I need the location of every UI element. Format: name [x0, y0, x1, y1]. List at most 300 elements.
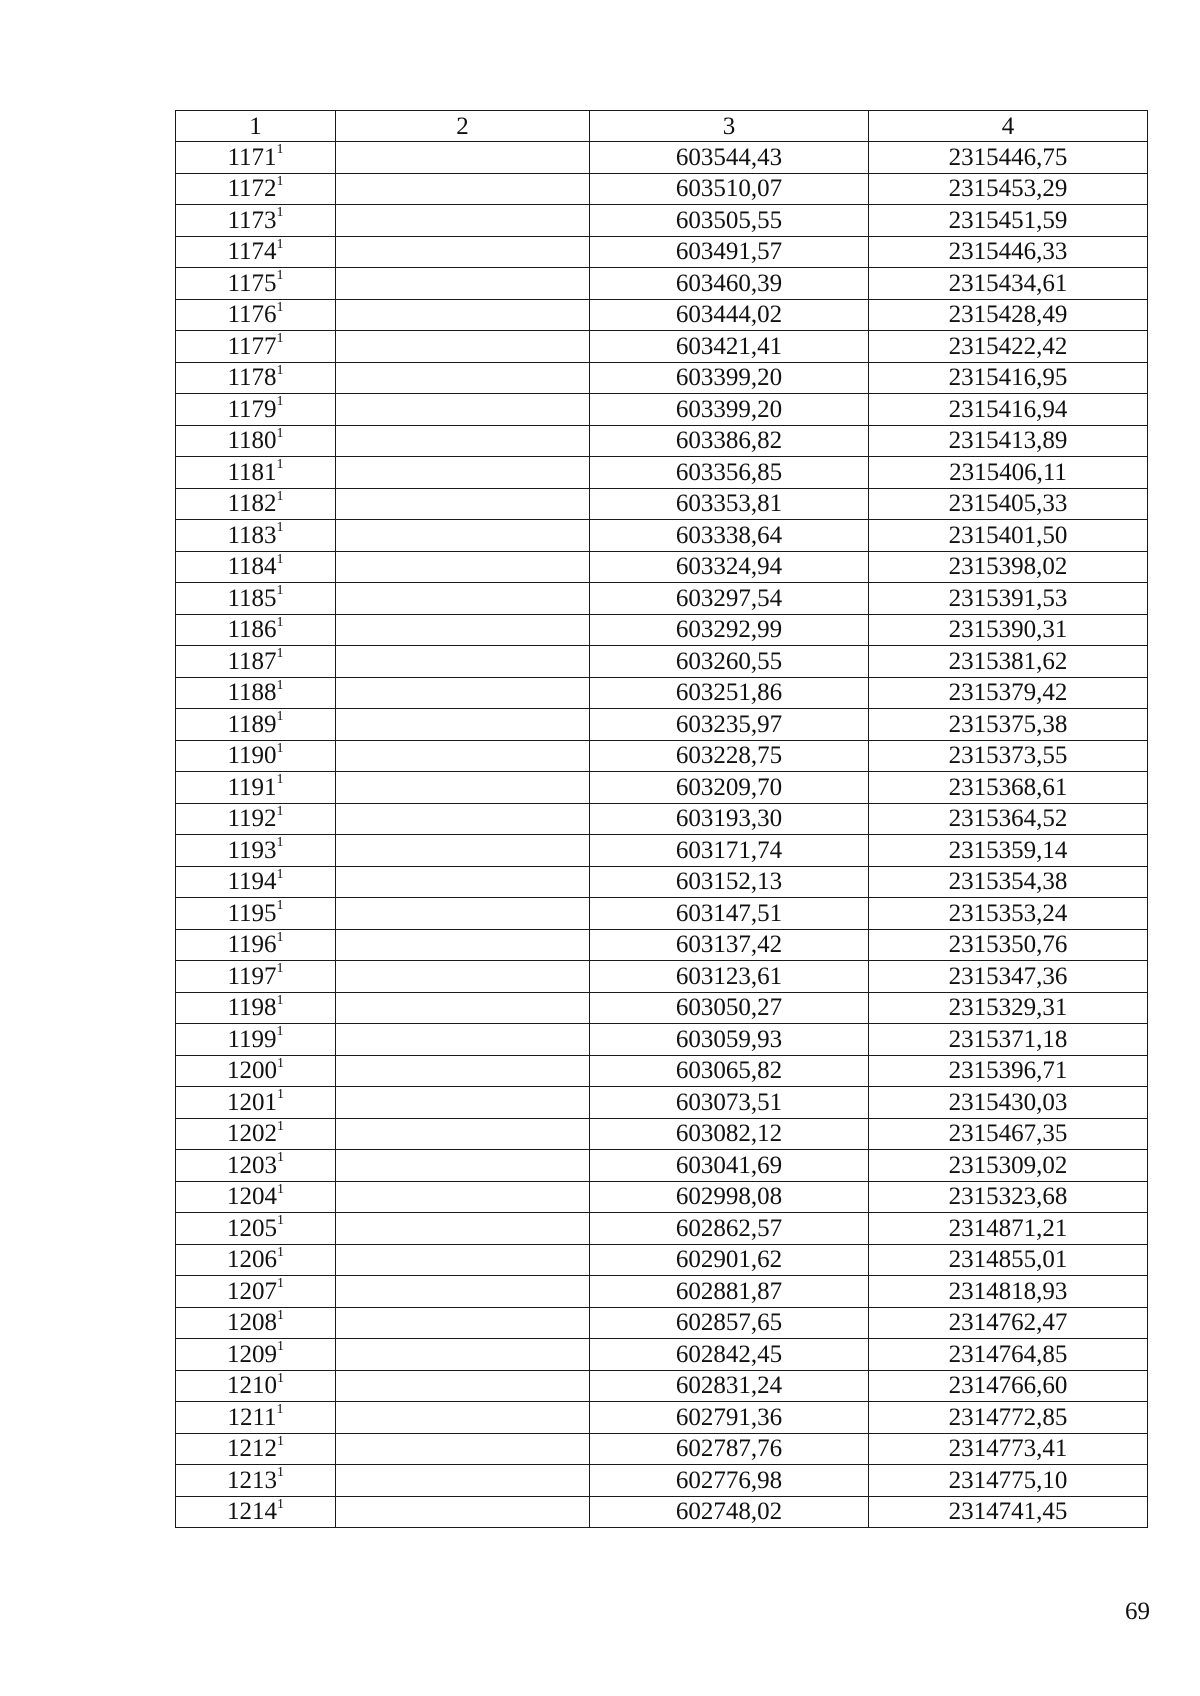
- point-number: 1176: [227, 301, 277, 329]
- name-cell: [336, 488, 590, 520]
- point-superscript: 1: [276, 992, 284, 1008]
- point-number: 1212: [227, 1435, 277, 1463]
- table-row: [176, 709, 1148, 741]
- point-superscript: 1: [277, 1276, 284, 1292]
- point-number-cell: [176, 1118, 336, 1150]
- point-superscript: 1: [276, 299, 284, 315]
- point-number-cell: [176, 1307, 336, 1339]
- point-superscript: 1: [276, 803, 284, 819]
- point-superscript: 1: [276, 709, 284, 725]
- point-number-cell: [176, 236, 336, 268]
- y-coordinate-cell: 2315451,59: [869, 205, 1148, 237]
- point-number-cell: [176, 835, 336, 867]
- table-row: [176, 803, 1148, 835]
- point-superscript: 1: [276, 551, 284, 567]
- table-row: [176, 457, 1148, 489]
- table-row: [176, 1307, 1148, 1339]
- point-superscript: 1: [276, 173, 284, 189]
- point-number: 1197: [227, 962, 277, 990]
- x-coordinate-cell: 603050,27: [590, 992, 869, 1024]
- x-coordinate-cell: 602776,98: [590, 1465, 869, 1497]
- point-number: 1192: [227, 805, 277, 833]
- point-number: 1179: [227, 395, 277, 423]
- x-coordinate-cell: 603324,94: [590, 551, 869, 583]
- x-coordinate-cell: 603356,85: [590, 457, 869, 489]
- point-number-cell: [176, 1213, 336, 1245]
- point-superscript: 1: [277, 1433, 284, 1449]
- x-coordinate-cell: 603041,69: [590, 1150, 869, 1182]
- y-coordinate-cell: 2315373,55: [869, 740, 1148, 772]
- point-number: 1181: [227, 458, 277, 486]
- x-coordinate-cell: 602862,57: [590, 1213, 869, 1245]
- point-number-cell: [176, 1465, 336, 1497]
- coordinates-table: [175, 110, 1148, 1528]
- name-cell: [336, 961, 590, 993]
- name-cell: [336, 1402, 590, 1434]
- point-superscript: 1: [276, 425, 284, 441]
- point-number-cell: [176, 1370, 336, 1402]
- name-cell: [336, 992, 590, 1024]
- y-coordinate-cell: 2315430,03: [869, 1087, 1148, 1119]
- name-cell: [336, 362, 590, 394]
- point-superscript: 1: [276, 1402, 284, 1418]
- point-number-cell: [176, 772, 336, 804]
- point-number: 1196: [227, 931, 277, 959]
- point-number: 1204: [227, 1183, 277, 1211]
- header-col-1: 1: [176, 111, 336, 142]
- x-coordinate-cell: 603292,99: [590, 614, 869, 646]
- y-coordinate-cell: 2315446,33: [869, 236, 1148, 268]
- point-superscript: 1: [276, 677, 284, 693]
- x-coordinate-cell: 603082,12: [590, 1118, 869, 1150]
- x-coordinate-cell: 603137,42: [590, 929, 869, 961]
- table-row: [176, 1055, 1148, 1087]
- table-row: [176, 646, 1148, 678]
- table-row: [176, 1150, 1148, 1182]
- y-coordinate-cell: 2314762,47: [869, 1307, 1148, 1339]
- x-coordinate-cell: 603399,20: [590, 394, 869, 426]
- point-number: 1180: [227, 427, 277, 455]
- x-coordinate-cell: 603059,93: [590, 1024, 869, 1056]
- name-cell: [336, 1339, 590, 1371]
- table-row: [176, 1244, 1148, 1276]
- name-cell: [336, 1370, 590, 1402]
- y-coordinate-cell: 2315381,62: [869, 646, 1148, 678]
- point-number: 1183: [227, 521, 277, 549]
- point-superscript: 1: [276, 142, 284, 158]
- point-number: 1190: [227, 742, 277, 770]
- x-coordinate-cell: 603460,39: [590, 268, 869, 300]
- point-superscript: 1: [276, 646, 284, 662]
- y-coordinate-cell: 2315446,75: [869, 142, 1148, 174]
- y-coordinate-cell: 2315398,02: [869, 551, 1148, 583]
- point-number-cell: [176, 142, 336, 174]
- x-coordinate-cell: 603147,51: [590, 898, 869, 930]
- name-cell: [336, 1496, 590, 1528]
- x-coordinate-cell: 603123,61: [590, 961, 869, 993]
- point-superscript: 1: [276, 1024, 284, 1040]
- point-number-cell: [176, 551, 336, 583]
- point-number-cell: [176, 205, 336, 237]
- table-row: [176, 677, 1148, 709]
- table-row: [176, 1276, 1148, 1308]
- x-coordinate-cell: 603260,55: [590, 646, 869, 678]
- point-number-cell: [176, 740, 336, 772]
- table-row: [176, 1087, 1148, 1119]
- table-row: [176, 362, 1148, 394]
- x-coordinate-cell: 603209,70: [590, 772, 869, 804]
- point-number: 1188: [227, 679, 277, 707]
- point-superscript: 1: [276, 835, 284, 851]
- name-cell: [336, 425, 590, 457]
- x-coordinate-cell: 603510,07: [590, 173, 869, 205]
- name-cell: [336, 1055, 590, 1087]
- name-cell: [336, 866, 590, 898]
- point-number: 1199: [227, 1025, 277, 1053]
- point-superscript: 1: [276, 898, 284, 914]
- point-number: 1200: [227, 1057, 277, 1085]
- y-coordinate-cell: 2315422,42: [869, 331, 1148, 363]
- point-number: 1213: [227, 1466, 277, 1494]
- x-coordinate-cell: 603386,82: [590, 425, 869, 457]
- table-row: [176, 1339, 1148, 1371]
- table-row: [176, 142, 1148, 174]
- table-row: [176, 1465, 1148, 1497]
- point-superscript: 1: [276, 740, 284, 756]
- x-coordinate-cell: 603228,75: [590, 740, 869, 772]
- point-superscript: 1: [276, 236, 284, 252]
- name-cell: [336, 299, 590, 331]
- point-number: 1177: [227, 332, 277, 360]
- point-number: 1202: [227, 1120, 277, 1148]
- point-superscript: 1: [277, 1307, 284, 1323]
- point-number-cell: [176, 866, 336, 898]
- name-cell: [336, 394, 590, 426]
- y-coordinate-cell: 2315413,89: [869, 425, 1148, 457]
- table-row: [176, 1402, 1148, 1434]
- name-cell: [336, 929, 590, 961]
- point-number-cell: [176, 299, 336, 331]
- point-number: 1187: [227, 647, 277, 675]
- point-number-cell: [176, 1339, 336, 1371]
- name-cell: [336, 551, 590, 583]
- y-coordinate-cell: 2315390,31: [869, 614, 1148, 646]
- name-cell: [336, 1213, 590, 1245]
- table-row: [176, 866, 1148, 898]
- point-number-cell: [176, 394, 336, 426]
- point-number-cell: [176, 1496, 336, 1528]
- name-cell: [336, 205, 590, 237]
- point-superscript: 1: [277, 1465, 284, 1481]
- point-number: 1185: [227, 584, 277, 612]
- x-coordinate-cell: 602791,36: [590, 1402, 869, 1434]
- y-coordinate-cell: 2314871,21: [869, 1213, 1148, 1245]
- y-coordinate-cell: 2315379,42: [869, 677, 1148, 709]
- point-number-cell: [176, 898, 336, 930]
- y-coordinate-cell: 2315309,02: [869, 1150, 1148, 1182]
- point-number-cell: [176, 929, 336, 961]
- name-cell: [336, 173, 590, 205]
- name-cell: [336, 1087, 590, 1119]
- name-cell: [336, 835, 590, 867]
- x-coordinate-cell: 602998,08: [590, 1181, 869, 1213]
- point-superscript: 1: [276, 961, 284, 977]
- header-col-3: 3: [590, 111, 869, 142]
- point-number-cell: [176, 1024, 336, 1056]
- point-superscript: 1: [276, 362, 284, 378]
- table-row: [176, 1496, 1148, 1528]
- name-cell: [336, 268, 590, 300]
- page-number: 69: [1125, 1598, 1150, 1625]
- point-superscript: 1: [276, 394, 284, 410]
- table-row: [176, 1433, 1148, 1465]
- point-number-cell: [176, 268, 336, 300]
- point-number: 1174: [227, 238, 277, 266]
- y-coordinate-cell: 2314764,85: [869, 1339, 1148, 1371]
- name-cell: [336, 457, 590, 489]
- point-number: 1178: [227, 364, 277, 392]
- table-row: [176, 236, 1148, 268]
- name-cell: [336, 142, 590, 174]
- name-cell: [336, 1181, 590, 1213]
- y-coordinate-cell: 2314775,10: [869, 1465, 1148, 1497]
- y-coordinate-cell: 2315391,53: [869, 583, 1148, 615]
- x-coordinate-cell: 603444,02: [590, 299, 869, 331]
- table-row: [176, 740, 1148, 772]
- y-coordinate-cell: 2315396,71: [869, 1055, 1148, 1087]
- x-coordinate-cell: 603421,41: [590, 331, 869, 363]
- point-number-cell: [176, 992, 336, 1024]
- point-superscript: 1: [277, 1339, 284, 1355]
- table-row: [176, 205, 1148, 237]
- y-coordinate-cell: 2315416,95: [869, 362, 1148, 394]
- y-coordinate-cell: 2315323,68: [869, 1181, 1148, 1213]
- point-number: 1175: [227, 269, 277, 297]
- table-row: [176, 520, 1148, 552]
- x-coordinate-cell: 602881,87: [590, 1276, 869, 1308]
- table-row: [176, 1370, 1148, 1402]
- point-number: 1171: [227, 143, 277, 171]
- table-body: [176, 142, 1148, 1528]
- point-number-cell: [176, 1276, 336, 1308]
- y-coordinate-cell: 2315416,94: [869, 394, 1148, 426]
- point-number-cell: [176, 520, 336, 552]
- name-cell: [336, 709, 590, 741]
- header-col-2: 2: [336, 111, 590, 142]
- table-row: [176, 835, 1148, 867]
- point-number-cell: [176, 1055, 336, 1087]
- name-cell: [336, 740, 590, 772]
- x-coordinate-cell: 603065,82: [590, 1055, 869, 1087]
- x-coordinate-cell: 602748,02: [590, 1496, 869, 1528]
- point-number: 1201: [227, 1088, 277, 1116]
- y-coordinate-cell: 2315359,14: [869, 835, 1148, 867]
- point-number: 1191: [227, 773, 277, 801]
- table-row: [176, 331, 1148, 363]
- point-superscript: 1: [276, 583, 284, 599]
- point-number: 1206: [227, 1246, 277, 1274]
- name-cell: [336, 1150, 590, 1182]
- x-coordinate-cell: 603251,86: [590, 677, 869, 709]
- point-number: 1195: [227, 899, 277, 927]
- point-superscript: 1: [276, 488, 284, 504]
- table-row: [176, 614, 1148, 646]
- point-number: 1198: [227, 994, 277, 1022]
- x-coordinate-cell: 603399,20: [590, 362, 869, 394]
- point-number-cell: [176, 1181, 336, 1213]
- y-coordinate-cell: 2315350,76: [869, 929, 1148, 961]
- x-coordinate-cell: 603544,43: [590, 142, 869, 174]
- y-coordinate-cell: 2314818,93: [869, 1276, 1148, 1308]
- name-cell: [336, 1244, 590, 1276]
- table-row: [176, 929, 1148, 961]
- y-coordinate-cell: 2314741,45: [869, 1496, 1148, 1528]
- y-coordinate-cell: 2315371,18: [869, 1024, 1148, 1056]
- point-number: 1211: [227, 1403, 277, 1431]
- point-number: 1207: [227, 1277, 277, 1305]
- y-coordinate-cell: 2315347,36: [869, 961, 1148, 993]
- x-coordinate-cell: 602857,65: [590, 1307, 869, 1339]
- point-superscript: 1: [276, 866, 284, 882]
- point-superscript: 1: [276, 772, 284, 788]
- y-coordinate-cell: 2315467,35: [869, 1118, 1148, 1150]
- y-coordinate-cell: 2315428,49: [869, 299, 1148, 331]
- point-number: 1210: [227, 1372, 277, 1400]
- y-coordinate-cell: 2315364,52: [869, 803, 1148, 835]
- point-number: 1194: [227, 868, 277, 896]
- x-coordinate-cell: 603235,97: [590, 709, 869, 741]
- point-number-cell: [176, 709, 336, 741]
- header-col-4: 4: [869, 111, 1148, 142]
- y-coordinate-cell: 2315375,38: [869, 709, 1148, 741]
- point-superscript: 1: [276, 457, 284, 473]
- table-row: [176, 551, 1148, 583]
- table-row: [176, 425, 1148, 457]
- point-number: 1203: [227, 1151, 277, 1179]
- table-row: [176, 1213, 1148, 1245]
- point-superscript: 1: [277, 1213, 284, 1229]
- point-number-cell: [176, 614, 336, 646]
- x-coordinate-cell: 602842,45: [590, 1339, 869, 1371]
- y-coordinate-cell: 2314855,01: [869, 1244, 1148, 1276]
- point-number-cell: [176, 173, 336, 205]
- point-superscript: 1: [276, 268, 284, 284]
- y-coordinate-cell: 2314773,41: [869, 1433, 1148, 1465]
- point-number: 1173: [227, 206, 277, 234]
- point-number-cell: [176, 1433, 336, 1465]
- point-superscript: 1: [276, 331, 284, 347]
- x-coordinate-cell: 603505,55: [590, 205, 869, 237]
- y-coordinate-cell: 2315434,61: [869, 268, 1148, 300]
- point-superscript: 1: [277, 1150, 284, 1166]
- point-superscript: 1: [277, 1055, 284, 1071]
- y-coordinate-cell: 2314772,85: [869, 1402, 1148, 1434]
- x-coordinate-cell: 603152,13: [590, 866, 869, 898]
- table-row: [176, 394, 1148, 426]
- name-cell: [336, 677, 590, 709]
- x-coordinate-cell: 603073,51: [590, 1087, 869, 1119]
- point-number: 1189: [227, 710, 277, 738]
- y-coordinate-cell: 2315353,24: [869, 898, 1148, 930]
- point-number: 1208: [227, 1309, 277, 1337]
- point-number: 1182: [227, 490, 277, 518]
- name-cell: [336, 236, 590, 268]
- point-number-cell: [176, 1087, 336, 1119]
- point-number: 1184: [227, 553, 277, 581]
- name-cell: [336, 1465, 590, 1497]
- y-coordinate-cell: 2315329,31: [869, 992, 1148, 1024]
- x-coordinate-cell: 603338,64: [590, 520, 869, 552]
- point-number-cell: [176, 331, 336, 363]
- table-row: [176, 1024, 1148, 1056]
- point-superscript: 1: [277, 1181, 284, 1197]
- table-row: [176, 898, 1148, 930]
- table-row: [176, 173, 1148, 205]
- y-coordinate-cell: 2315401,50: [869, 520, 1148, 552]
- table-row: [176, 1118, 1148, 1150]
- x-coordinate-cell: 603297,54: [590, 583, 869, 615]
- point-superscript: 1: [276, 205, 284, 221]
- point-number-cell: [176, 1150, 336, 1182]
- point-number: 1209: [227, 1340, 277, 1368]
- name-cell: [336, 1276, 590, 1308]
- point-number-cell: [176, 362, 336, 394]
- point-number: 1193: [227, 836, 277, 864]
- y-coordinate-cell: 2315368,61: [869, 772, 1148, 804]
- x-coordinate-cell: 602831,24: [590, 1370, 869, 1402]
- point-superscript: 1: [277, 1496, 284, 1512]
- table-row: [176, 1181, 1148, 1213]
- point-superscript: 1: [276, 520, 284, 536]
- table-row: [176, 992, 1148, 1024]
- x-coordinate-cell: 602787,76: [590, 1433, 869, 1465]
- y-coordinate-cell: 2314766,60: [869, 1370, 1148, 1402]
- point-number-cell: [176, 583, 336, 615]
- name-cell: [336, 614, 590, 646]
- table-row: [176, 299, 1148, 331]
- table-row: [176, 268, 1148, 300]
- name-cell: [336, 331, 590, 363]
- name-cell: [336, 1118, 590, 1150]
- table-row: [176, 772, 1148, 804]
- point-number-cell: [176, 803, 336, 835]
- point-number-cell: [176, 961, 336, 993]
- name-cell: [336, 803, 590, 835]
- y-coordinate-cell: 2315406,11: [869, 457, 1148, 489]
- point-superscript: 1: [276, 614, 284, 630]
- point-number: 1172: [227, 175, 277, 203]
- table-row: [176, 488, 1148, 520]
- point-superscript: 1: [276, 929, 284, 945]
- name-cell: [336, 583, 590, 615]
- x-coordinate-cell: 603491,57: [590, 236, 869, 268]
- point-number-cell: [176, 488, 336, 520]
- y-coordinate-cell: 2315405,33: [869, 488, 1148, 520]
- name-cell: [336, 772, 590, 804]
- point-number: 1214: [227, 1498, 277, 1526]
- table-row: [176, 961, 1148, 993]
- point-number-cell: [176, 677, 336, 709]
- name-cell: [336, 1307, 590, 1339]
- table-row: [176, 583, 1148, 615]
- point-superscript: 1: [277, 1244, 284, 1260]
- name-cell: [336, 898, 590, 930]
- name-cell: [336, 1433, 590, 1465]
- name-cell: [336, 646, 590, 678]
- x-coordinate-cell: 603171,74: [590, 835, 869, 867]
- x-coordinate-cell: 602901,62: [590, 1244, 869, 1276]
- name-cell: [336, 520, 590, 552]
